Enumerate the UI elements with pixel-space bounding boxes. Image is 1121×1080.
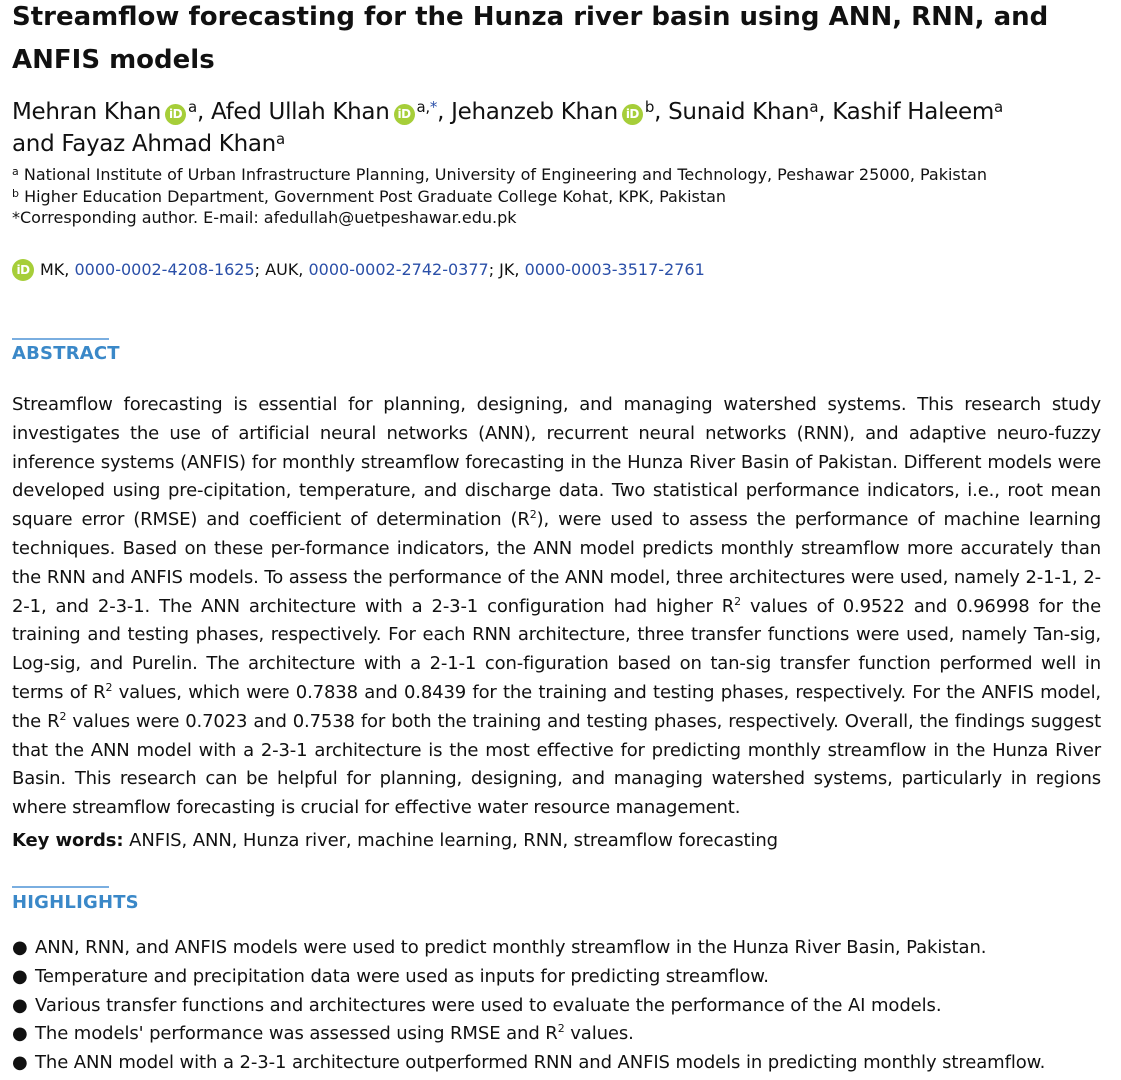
author-name: Afed Ullah Khan <box>210 99 390 125</box>
orcid-link[interactable]: 0000-0003-3517-2761 <box>524 260 705 279</box>
affiliation-letter: a, <box>416 98 430 116</box>
bullet-icon: ● <box>12 965 28 987</box>
orcid-icon[interactable]: iD <box>622 104 643 125</box>
keywords-list: ANFIS, ANN, Hunza river, machine learning, RNN, streamflow forecasting <box>123 830 778 851</box>
highlight-text: Temperature and precipitation data were used as inputs for predicting streamflow. <box>35 965 769 987</box>
orcid-id-list <box>12 259 705 281</box>
highlight-text: The models' performance was assessed using RMSE and R <box>35 1023 558 1045</box>
abstract-text <box>12 391 1101 823</box>
affiliation-marker: a <box>993 98 1003 116</box>
highlights-heading: HIGHLIGHTS <box>12 892 139 913</box>
abstract-segment: ), were used to assess the performance of machine learning techniques. Based on these per-formance indicators, the ANN model predicts monthly streamflow more accurately than the RNN and ANFIS models. To assess the performance of the ANN model, three architectures were used, namely 2-1-1, 2-2-1, and 2-3-1. The ANN architecture with a 2-3-1 configuration had higher R <box>12 509 1102 617</box>
author-name: Kashif Haleem <box>832 99 994 125</box>
keywords <box>12 827 778 855</box>
orcid-link[interactable]: 0000-0002-4208-1625 <box>74 260 255 279</box>
superscript: 2 <box>105 680 113 694</box>
author-name: Mehran Khan <box>12 99 162 125</box>
author-name: Jehanzeb Khan <box>451 99 618 125</box>
author-name: Sunaid Khan <box>668 99 810 125</box>
superscript: 2 <box>529 508 537 522</box>
affiliation-marker: a <box>188 98 197 116</box>
orcid-icon[interactable]: iD <box>394 104 415 125</box>
affiliation-label: b <box>12 186 19 200</box>
abstract-segment: values of 0.9522 and 0.96998 for the training and testing phases, respectively. For each RNN architecture, three transfer functions were used, namely Tan-sig, Log-sig, and Purelin. The architecture with a 2-1-1 con-figuration based on tan-sig transfer function performed well in terms of R <box>12 595 1101 703</box>
highlight-item <box>12 1020 1101 1049</box>
corresponding-marker[interactable]: * <box>429 98 438 116</box>
abstract-segment: values were 0.7023 and 0.7538 for both the training and testing phases, respectively. Overall, the findings suggest that the ANN model with a 2-3-1 architecture is the most effective for predicting monthly streamflow in the Hunza River Basin. This research can be helpful for planning, designing, and managing watershed systems, particularly in regions where streamflow forecasting is crucial for effective water resource management. <box>12 710 1101 819</box>
affiliation-label: a <box>12 165 19 178</box>
affiliation-marker: b <box>644 98 655 116</box>
paper-title: Streamflow forecasting for the Hunza river basin using ANN, RNN, and ANFIS models <box>12 2 1049 75</box>
highlight-item <box>12 992 1101 1021</box>
orcid-initials: MK, <box>40 260 75 279</box>
author-separator: , <box>437 99 452 125</box>
superscript: 2 <box>557 1022 565 1036</box>
affiliation-item <box>12 164 1101 186</box>
orcid-icon[interactable]: iD <box>165 104 186 125</box>
affiliation-item <box>12 186 1101 208</box>
highlight-item <box>12 963 1101 992</box>
highlights-rule <box>12 886 109 888</box>
affiliation-marker: a <box>275 130 285 148</box>
abstract-segment: Streamflow forecasting is essential for planning, designing, and managing watershed systems. This research study investigates the use of artificial neural networks (ANN), recurrent neural networks (RNN), and adaptive neuro-fuzzy inference systems (ANFIS) for monthly streamflow forecasting in the Hunza River Basin of Pakistan. Different models were developed using pre-cipitation, temperature, and discharge data. Two statistical performance indicators, i.e., root mean square error (RMSE) and coefficient of determination (R <box>12 394 1101 531</box>
author-separator: , <box>818 99 833 125</box>
corresponding-author: *Corresponding author. E-mail: afedullah@uetpeshawar.edu.pk <box>12 208 517 227</box>
bullet-icon: ● <box>12 937 28 958</box>
abstract-segment: values, which were 0.7838 and 0.8439 for the training and testing phases, respectively. For the ANFIS model, the R <box>12 681 1101 732</box>
affiliation-marker <box>417 98 438 116</box>
abstract-heading: ABSTRACT <box>12 343 120 364</box>
affiliations <box>12 164 1101 229</box>
bullet-icon: ● <box>12 1052 28 1074</box>
affiliation-text: Higher Education Department, Government Post Graduate College Kohat, KPK, Pakistan <box>24 186 727 206</box>
bullet-icon: ● <box>12 1023 28 1045</box>
highlight-text: ANN, RNN, and ANFIS models were used to predict monthly streamflow in the Hunza River Basin, Pakistan. <box>35 937 987 958</box>
highlights-list <box>12 934 1101 1078</box>
highlight-item <box>12 934 1101 963</box>
bullet-icon: ● <box>12 994 28 1016</box>
orcid-separator: ; <box>488 260 500 279</box>
highlight-text: Various transfer functions and architectures were used to evaluate the performance of the AI models. <box>35 994 942 1016</box>
orcid-icon: iD <box>12 259 34 281</box>
abstract-rule <box>12 338 109 340</box>
superscript: 2 <box>59 709 67 723</box>
author-separator: , <box>196 99 211 125</box>
author-list <box>12 96 1101 160</box>
author-name: and Fayaz Ahmad Khan <box>12 131 276 157</box>
keywords-label: Key words: <box>12 830 124 851</box>
affiliation-text: National Institute of Urban Infrastructure Planning, University of Engineering and Technology, Peshawar 25000, Pakistan <box>23 165 987 184</box>
author-separator: , <box>654 99 669 125</box>
affiliation-marker: a <box>809 98 819 116</box>
orcid-separator: ; <box>254 260 266 279</box>
highlight-item <box>12 1049 1101 1078</box>
orcid-initials: JK, <box>499 260 525 279</box>
orcid-link[interactable]: 0000-0002-2742-0377 <box>308 260 489 279</box>
highlight-text: The ANN model with a 2-3-1 architecture outperformed RNN and ANFIS models in predicting monthly streamflow. <box>35 1052 1046 1074</box>
orcid-initials: AUK, <box>265 260 309 279</box>
highlight-text: values. <box>564 1023 634 1045</box>
superscript: 2 <box>734 594 742 608</box>
